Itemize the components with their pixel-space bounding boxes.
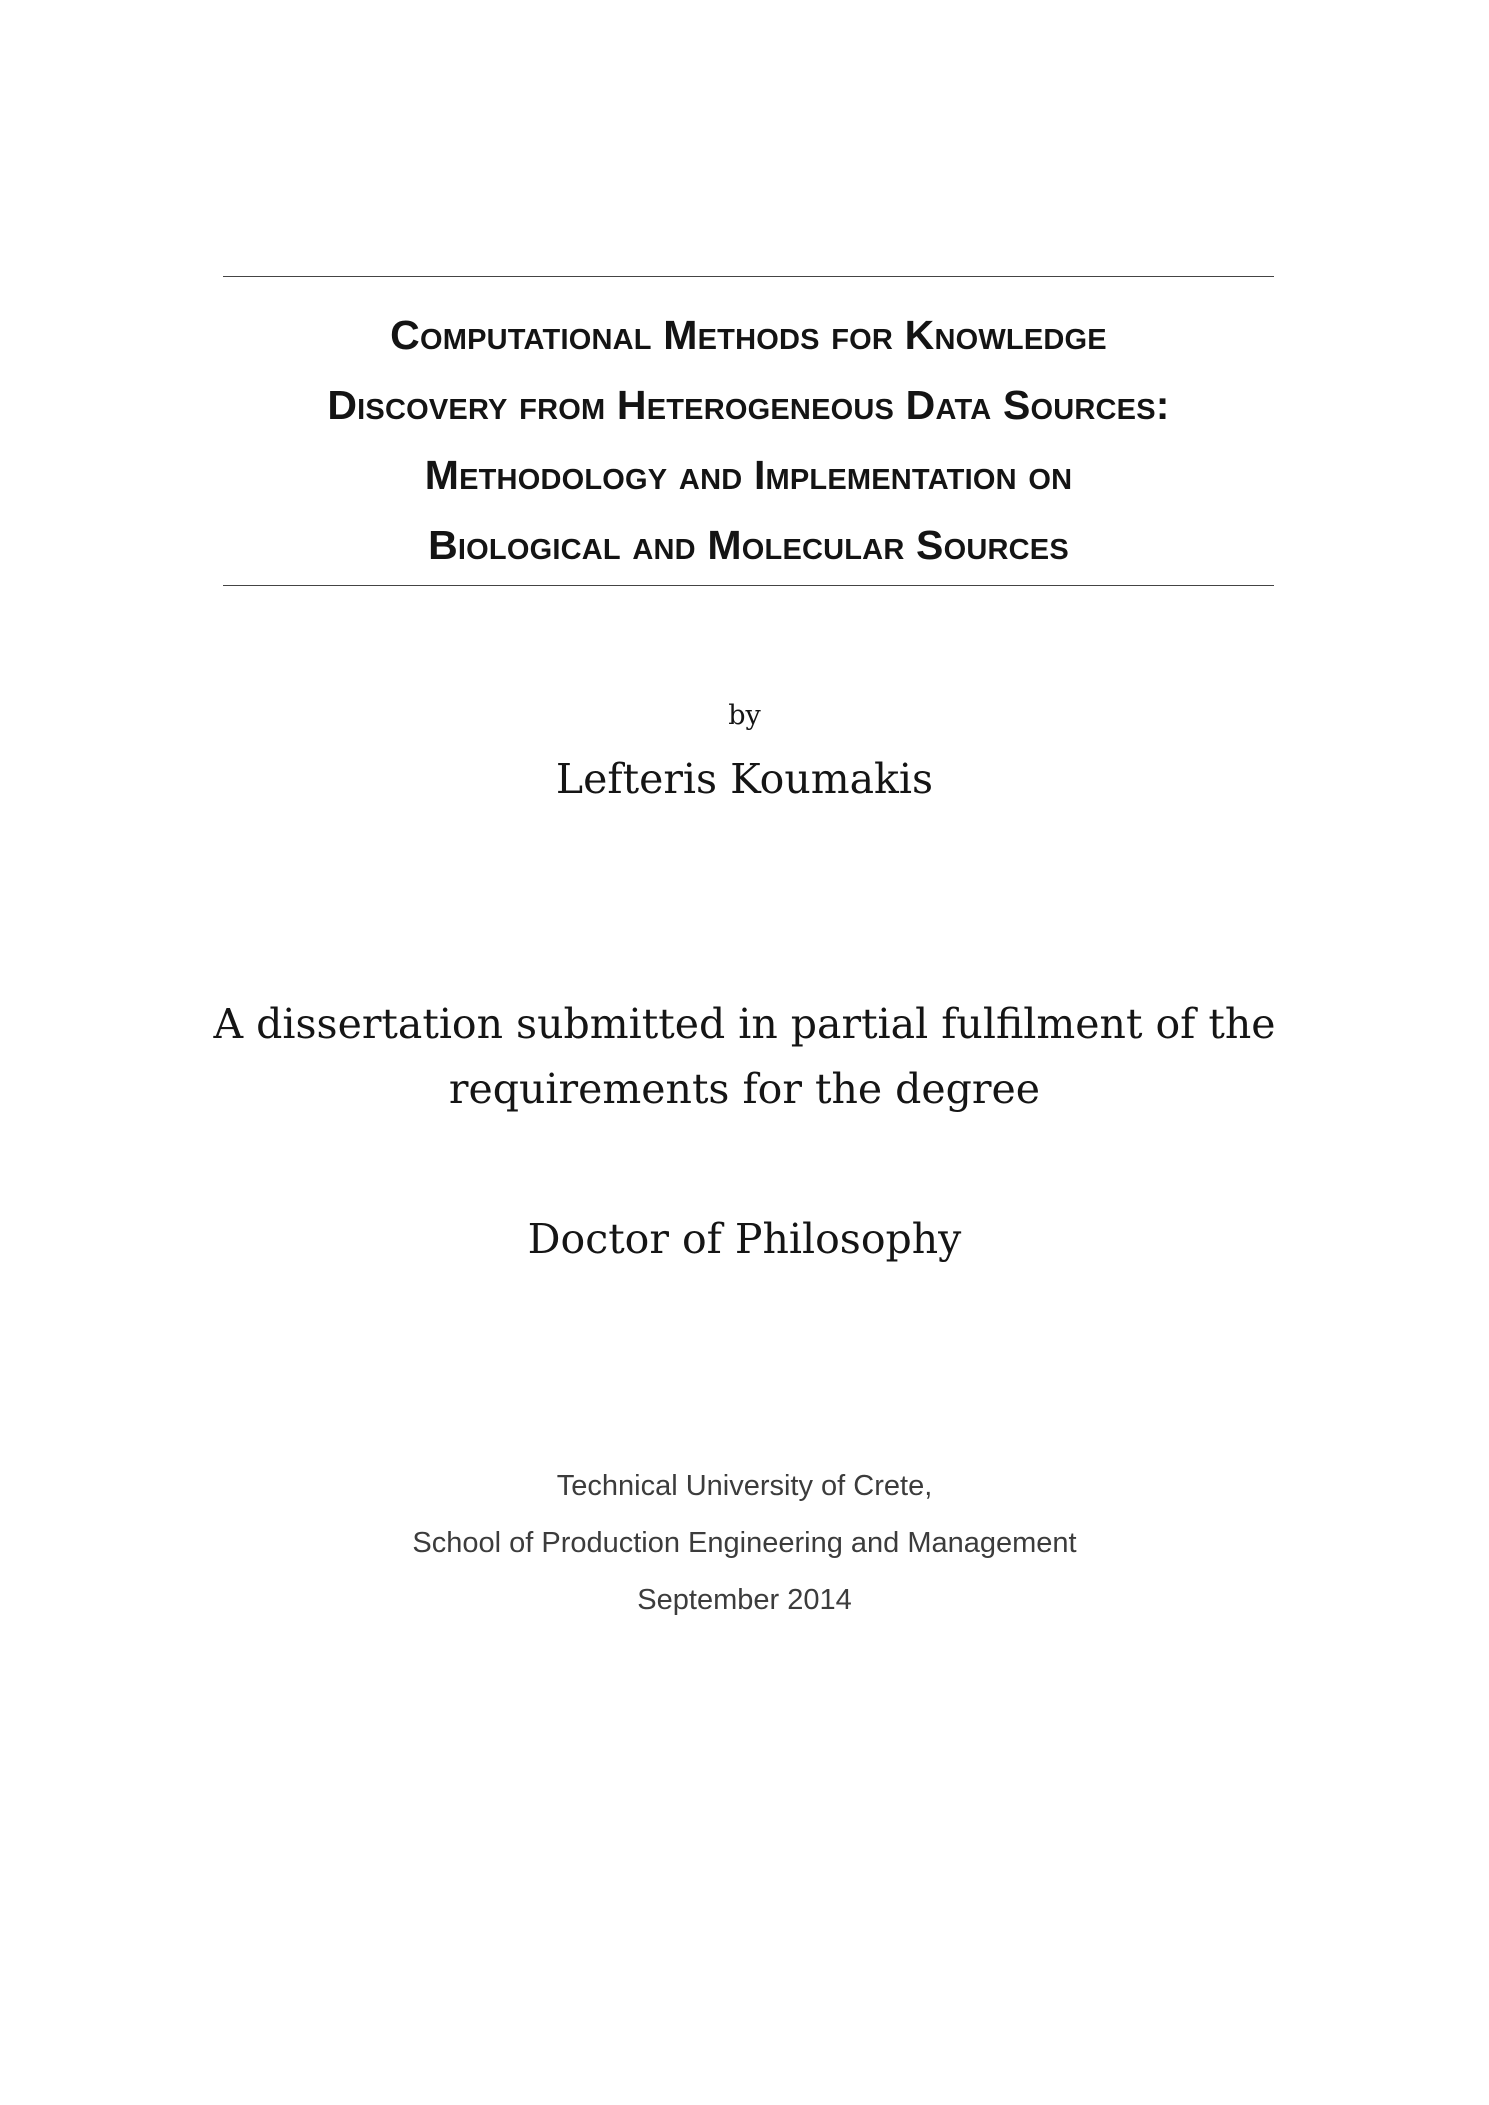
author-name: Lefteris Koumakis: [555, 755, 934, 803]
title-line-2: Discovery from Heterogeneous Data Sources:: [327, 382, 1170, 428]
institution-block: [0, 1458, 1489, 1629]
dissertation-title: [223, 300, 1274, 580]
school-name: School of Production Engineering and Management: [412, 1527, 1077, 1559]
degree-name: Doctor of Philosophy: [527, 1215, 962, 1263]
title-line-1: Computational Methods for Knowledge: [390, 312, 1107, 358]
university-name: Technical University of Crete,: [556, 1470, 933, 1502]
statement-line-1: A dissertation submitted in partial fulfilment of the: [213, 1000, 1276, 1048]
title-line-3: Methodology and Implementation on: [424, 452, 1073, 498]
title-bottom-rule: [223, 585, 1274, 586]
title-line-4: Biological and Molecular Sources: [428, 522, 1069, 568]
by-label: by: [728, 700, 761, 731]
submission-date: September 2014: [637, 1584, 852, 1616]
title-top-rule: [223, 276, 1274, 277]
statement-line-2: requirements for the degree: [448, 1065, 1041, 1113]
dissertation-statement: [0, 992, 1489, 1122]
